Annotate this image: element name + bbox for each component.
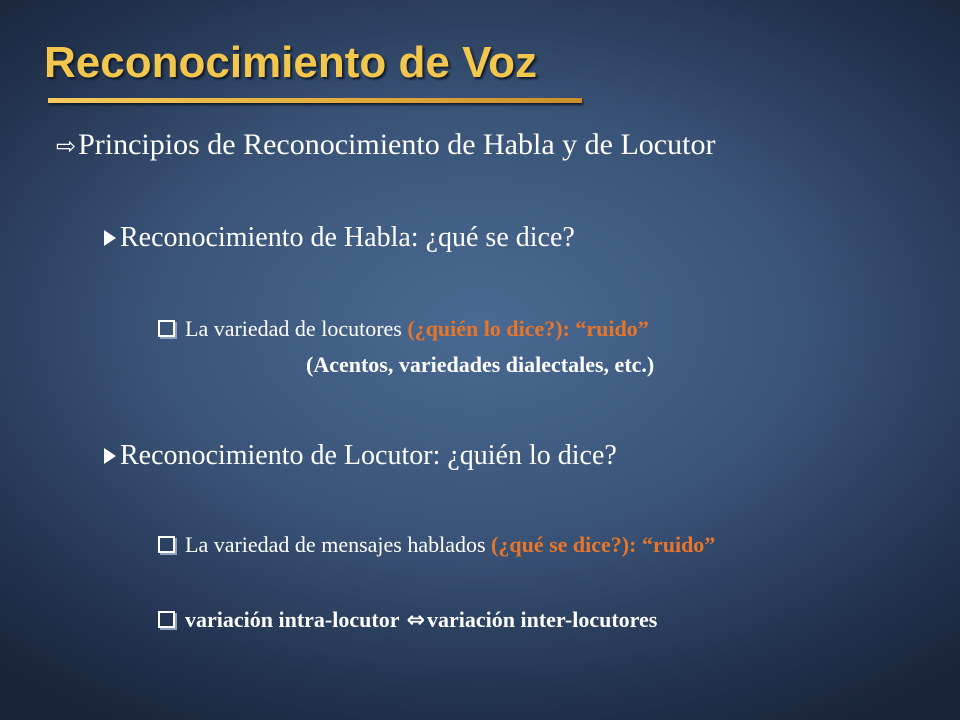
message-variety-text: La variedad de mensajes hablados	[185, 532, 492, 557]
intra-speaker-text: variación intra-locutor	[185, 607, 405, 632]
triangle-bullet-icon	[104, 230, 116, 246]
outline-arrow-icon: ⇨	[56, 132, 77, 160]
triangle-bullet-icon	[104, 448, 116, 464]
message-variety-item	[158, 532, 715, 558]
principles-text: Principios de Reconocimiento de Habla y de Locutor	[78, 128, 716, 161]
speech-recognition-heading	[104, 222, 575, 254]
speaker-variety-highlight: (¿quién lo dice?): “ruido”	[407, 316, 649, 341]
title-underline	[48, 98, 582, 103]
square-bullet-icon	[158, 320, 175, 337]
inter-speaker-text: variación inter-locutores	[427, 607, 658, 632]
speech-recognition-text: Reconocimiento de Habla: ¿qué se dice?	[120, 222, 575, 253]
speaker-recognition-heading	[104, 440, 617, 472]
message-variety-highlight: (¿qué se dice?): “ruido”	[491, 532, 716, 557]
square-bullet-icon	[158, 536, 175, 553]
double-arrow-icon: ⇔	[406, 608, 425, 633]
accents-subline: (Acentos, variedades dialectales, etc.)	[306, 352, 655, 377]
speaker-variety-item	[158, 316, 649, 342]
square-bullet-icon	[158, 611, 175, 628]
speaker-variety-text: La variedad de locutores	[185, 316, 408, 341]
principles-line	[56, 128, 715, 162]
speaker-recognition-text: Reconocimiento de Locutor: ¿quién lo dice?	[120, 440, 617, 471]
variation-item	[158, 607, 657, 633]
slide-title: Reconocimiento de Voz	[44, 38, 538, 87]
